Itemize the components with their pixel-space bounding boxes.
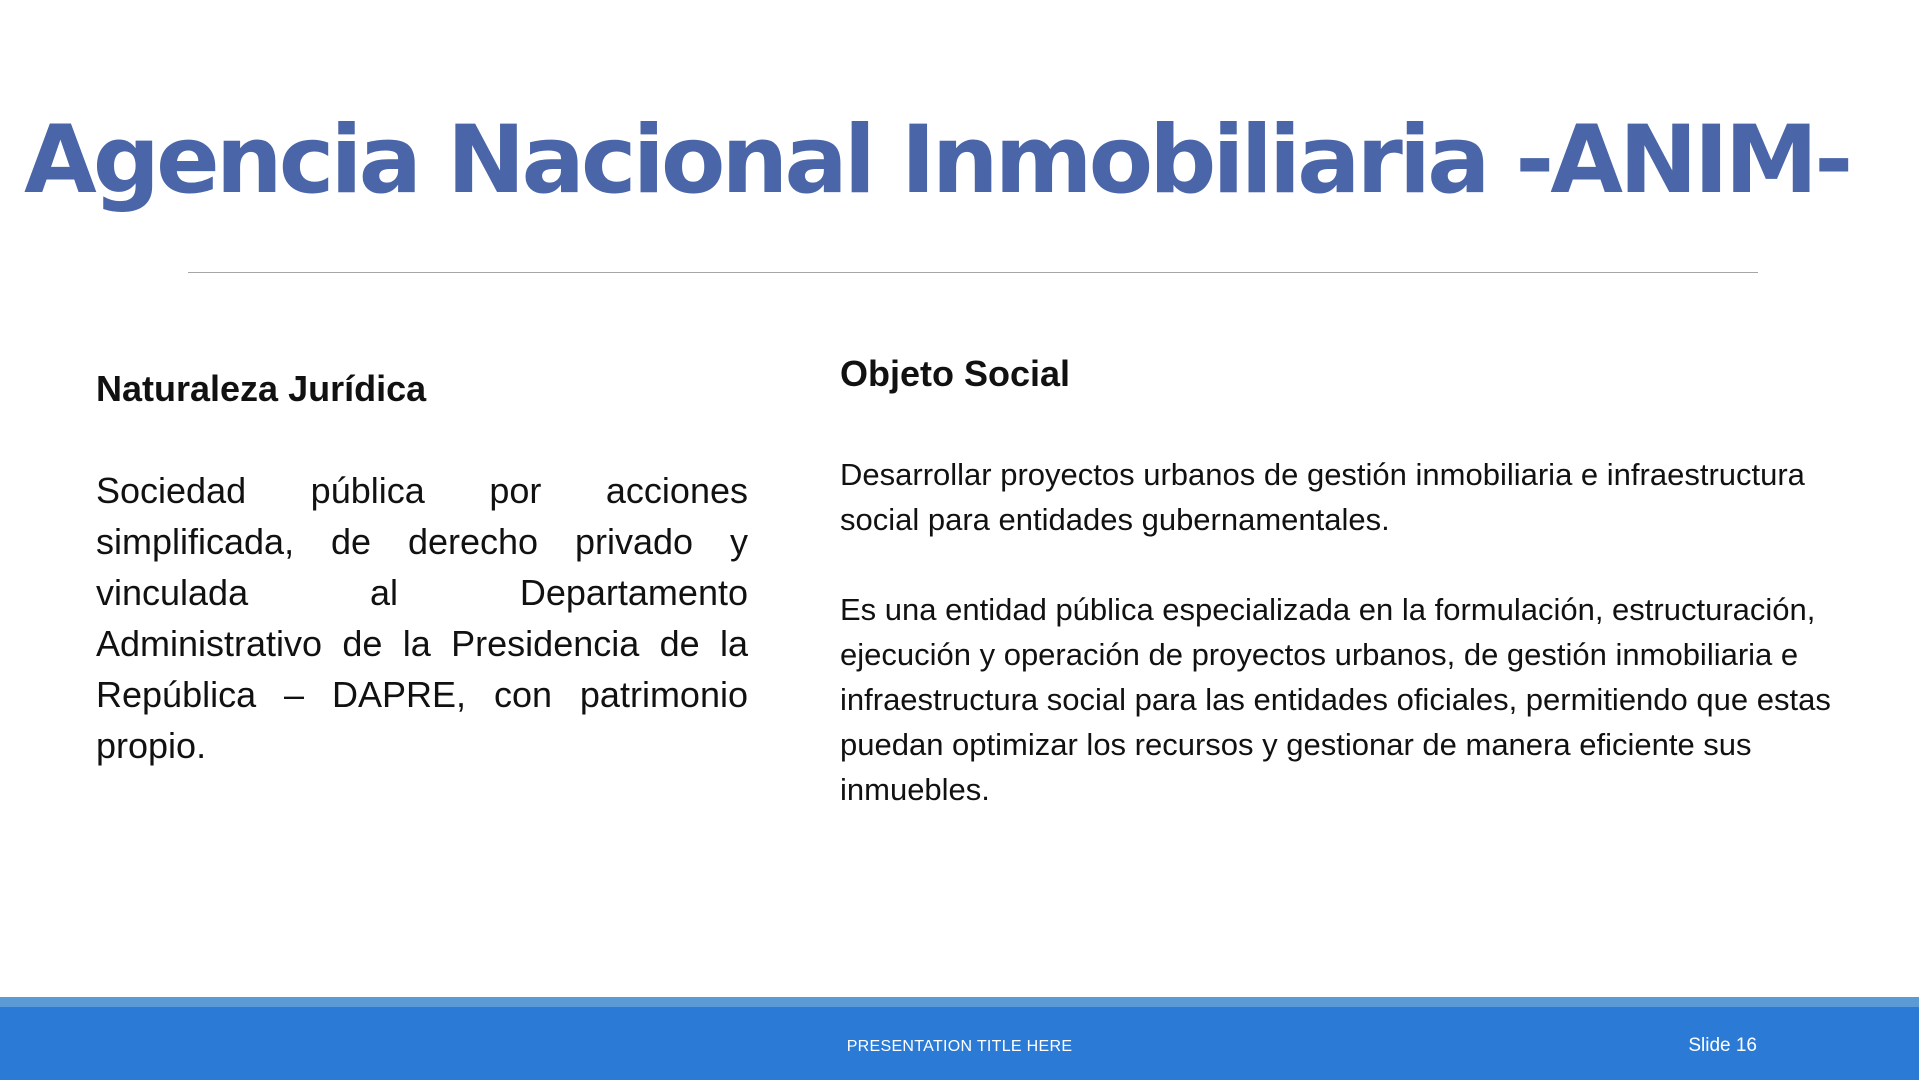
right-column-body bbox=[840, 452, 1840, 812]
slide-number: Slide 16 bbox=[1688, 1035, 1757, 1056]
footer-accent-stripe bbox=[0, 997, 1919, 1007]
right-column-paragraph: Desarrollar proyectos urbanos de gestión inmobiliaria e infraestructura social para entidades gubernamentales. bbox=[840, 457, 1805, 537]
left-column-heading: Naturaleza Jurídica bbox=[96, 368, 427, 409]
footer-presentation-title: PRESENTATION TITLE HERE bbox=[846, 1038, 1073, 1055]
title-divider bbox=[188, 272, 1758, 273]
right-column-paragraph: Es una entidad pública especializada en la formulación, estructuración, ejecución y operación de proyectos urbanos, de gestión inmobiliaria e infraestructura social para las entidades oficiales, permitiendo que estas puedan optimizar los recursos y gestionar de manera eficiente sus inmuebles. bbox=[840, 592, 1831, 807]
left-column-body: Sociedad pública por acciones simplificada, de derecho privado y vinculada al Departamento Administrativo de la Presidencia de la República – DAPRE, con patrimonio propio. bbox=[96, 470, 748, 766]
right-column-heading: Objeto Social bbox=[840, 353, 1071, 394]
slide-title: Agencia Nacional Inmobiliaria -ANIM- bbox=[24, 106, 1850, 215]
